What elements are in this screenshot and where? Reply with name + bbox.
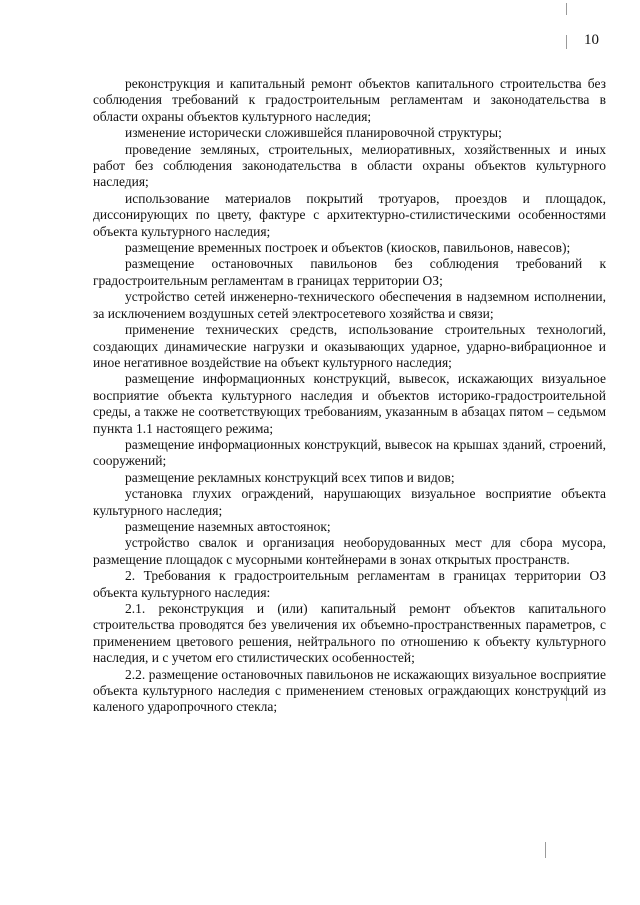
paragraph: размещение информационных конструкций, вывесок, искажающих визуальное восприятие объекта культурного наследия и объектов историко-градостроительной среды, а также не соответствующих требованиям, указанным в абзацах пятом – седьмом пункта 1.1 настоящего режима; bbox=[93, 371, 606, 436]
paragraph: установка глухих ограждений, нарушающих визуальное восприятие объекта культурного наследия; bbox=[93, 486, 606, 518]
page-number: 10 bbox=[584, 32, 599, 48]
paragraph: размещение временных построек и объектов (киосков, павильонов, навесов); bbox=[125, 240, 571, 256]
paragraph: 2.2. размещение остановочных павильонов не искажающих визуальное восприятие объекта культурного наследия с применением стеновых ограждающих конструкций из каленого ударопрочного стекла; bbox=[93, 666, 606, 715]
paragraph: реконструкция и капитальный ремонт объектов капитального строительства без соблюдения требований к градостроительным регламентам и законодательства в области охраны объектов культурного наследия; bbox=[93, 76, 606, 124]
paragraph: применение технических средств, использование строительных технологий, создающих динамические нагрузки и оказывающих ударное, ударно-вибрационное и иное негативное воздействие на объект культурного наследия; bbox=[93, 322, 606, 370]
paragraph: изменение исторически сложившейся планировочной структуры; bbox=[125, 125, 502, 141]
paragraph: размещение остановочных павильонов без соблюдения требований к градостроительным регламентам в границах территории ОЗ; bbox=[93, 256, 606, 288]
paragraph: 2.1. реконструкция и (или) капитальный ремонт объектов капитального строительства проводятся без увеличения их объемно-пространственных параметров, с применением цветового решения, нейтрального по отношению к объекту культурного наследия, и с учетом его стилистических особенностей; bbox=[93, 601, 606, 666]
paragraph: устройство свалок и организация необорудованных мест для сбора мусора, размещение площадок с мусорными контейнерами в зонах открытых пространств. bbox=[93, 535, 606, 567]
document-body bbox=[93, 76, 606, 716]
paragraph: размещение рекламных конструкций всех типов и видов; bbox=[125, 469, 455, 485]
section-heading-paragraph: 2. Требования к градостроительным регламентам в границах территории ОЗ объекта культурного наследия: bbox=[93, 568, 606, 600]
paragraph: устройство сетей инженерно-технического обеспечения в надземном исполнении, за исключением воздушных сетей электросетевого хозяйства и связи; bbox=[93, 289, 606, 321]
paragraph: размещение информационных конструкций, вывесок на крышах зданий, строений, сооружений; bbox=[93, 436, 606, 469]
scan-artifact-line bbox=[566, 3, 567, 15]
paragraph: проведение земляных, строительных, мелиоративных, хозяйственных и иных работ без соблюдения законодательства в области охраны объектов культурного наследия; bbox=[93, 141, 606, 190]
paragraph: использование материалов покрытий тротуаров, проездов и площадок, диссонирующих по цвету, фактуре с архитектурно-стилистическими особенностями объекта культурного наследия; bbox=[93, 190, 606, 239]
paragraph: размещение наземных автостоянок; bbox=[125, 518, 331, 534]
scan-artifact-line bbox=[566, 35, 567, 49]
scan-artifact-line bbox=[545, 842, 546, 858]
